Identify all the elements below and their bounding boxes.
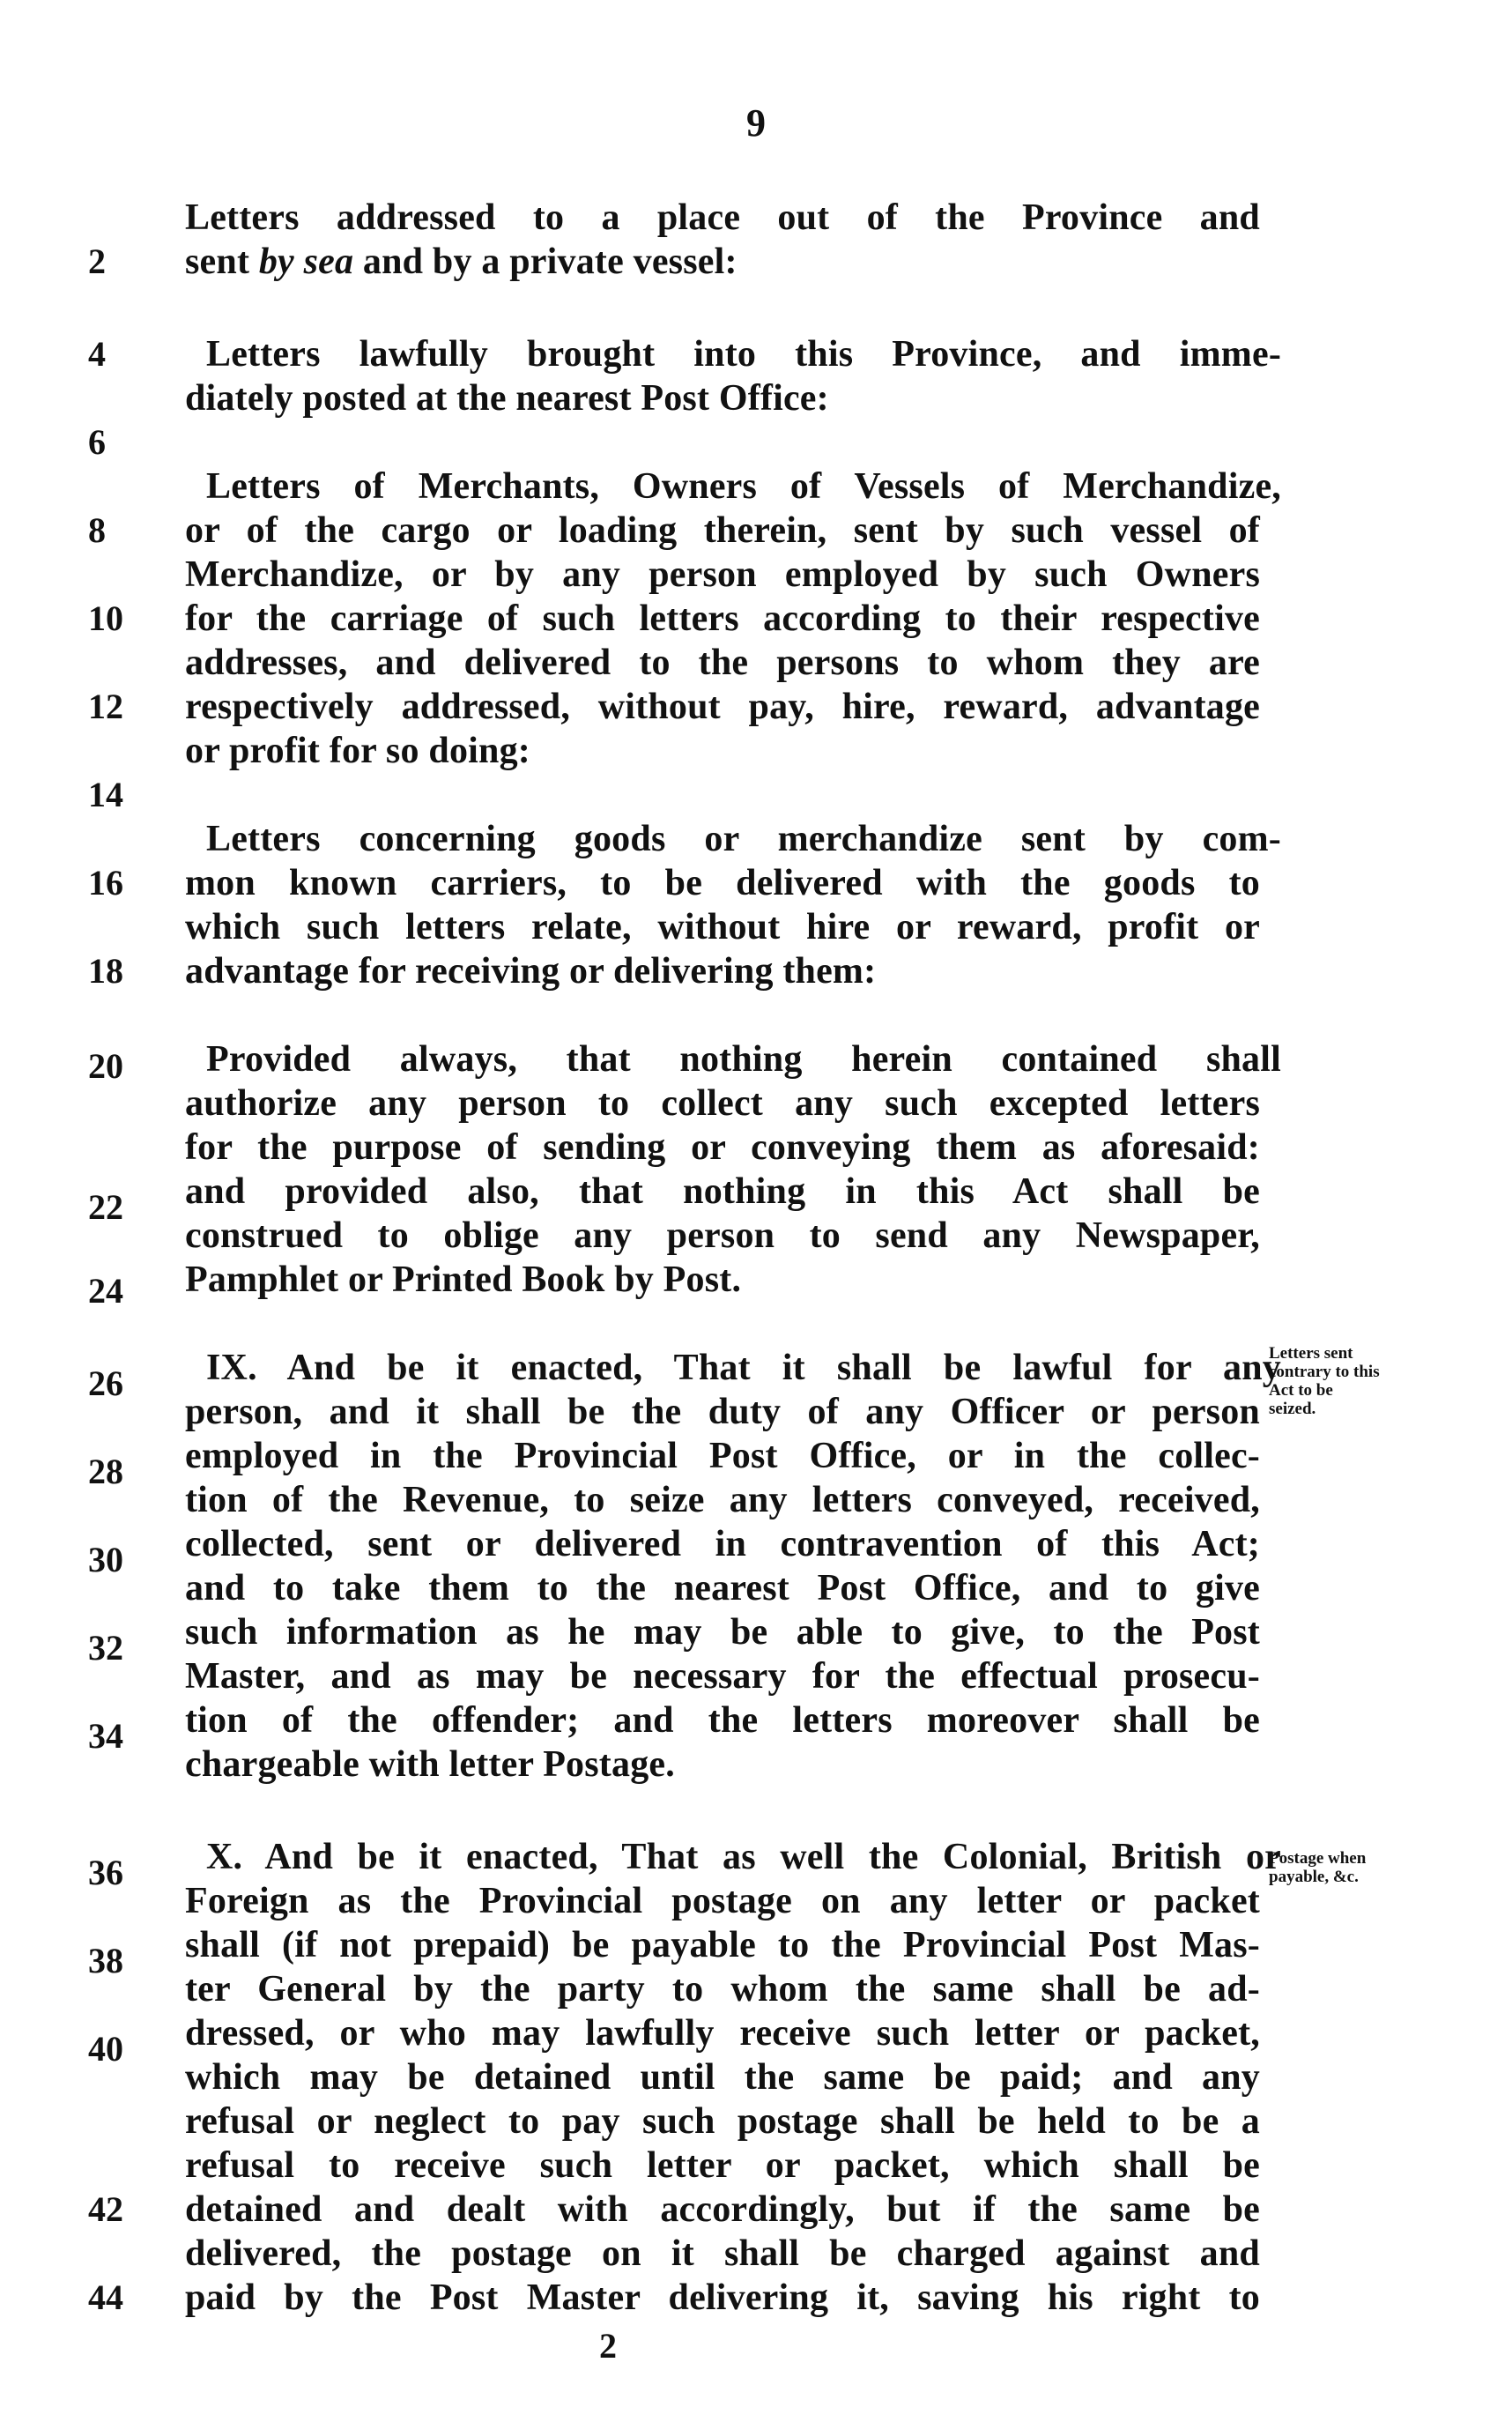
text-line: Master, and as may be necessary for the effectual prosecu- [185, 1656, 1260, 1697]
line-number: 44 [88, 2277, 123, 2317]
line-number: 12 [88, 687, 123, 726]
text-line: chargeable with letter Postage. [185, 1744, 675, 1785]
text-line: such information as he may be able to give, to the Post [185, 1612, 1260, 1653]
text-line: shall (if not prepaid) be payable to the Provincial Post Mas- [185, 1925, 1260, 1965]
text-line: Letters addressed to a place out of the Province and [185, 197, 1260, 238]
text-line [185, 240, 1260, 284]
text-line-fragment: sent by sea and by a private vessel: [185, 241, 737, 282]
line-number: 42 [88, 2189, 123, 2229]
line-number: 18 [88, 951, 123, 991]
line-number: 28 [88, 1452, 123, 1491]
margin-note-line: seized. [1269, 1400, 1316, 1418]
text-line: or of the cargo or loading therein, sent by such vessel of [185, 510, 1260, 551]
text-line: addresses, and delivered to the persons to whom they are [185, 643, 1260, 683]
signature-mark: 2 [599, 2326, 617, 2366]
text-line: for the purpose of sending or conveying them as aforesaid: [185, 1127, 1260, 1168]
line-number: 22 [88, 1187, 123, 1227]
text-line: person, and it shall be the duty of any Officer or person [185, 1392, 1260, 1432]
text-line: or profit for so doing: [185, 731, 530, 771]
text-line: X. And be it enacted, That as well the Colonial, British or [206, 1837, 1281, 1877]
line-number: 14 [88, 775, 123, 814]
text-line: diately posted at the nearest Post Office: [185, 378, 829, 419]
text-line: IX. And be it enacted, That it shall be lawful for any [206, 1348, 1281, 1388]
text-line: paid by the Post Master delivering it, saving his right to [185, 2277, 1260, 2318]
text-line: tion of the Revenue, to seize any letters conveyed, received, [185, 1480, 1260, 1520]
text-line: advantage for receiving or delivering them: [185, 951, 877, 992]
text-line: and provided also, that nothing in this Act shall be [185, 1171, 1260, 1212]
line-number: 8 [88, 510, 106, 550]
line-number: 40 [88, 2029, 123, 2069]
line-number: 24 [88, 1271, 123, 1311]
text-line: which such letters relate, without hire or reward, profit or [185, 907, 1260, 947]
margin-note-line: Postage when [1269, 1849, 1367, 1868]
text-line: dressed, or who may lawfully receive such letter or packet, [185, 2013, 1260, 2054]
line-number: 32 [88, 1628, 123, 1668]
line-number: 20 [88, 1046, 123, 1086]
italic-text: by sea [258, 241, 354, 282]
line-number: 36 [88, 1853, 123, 1892]
text-line: mon known carriers, to be delivered with the goods to [185, 863, 1260, 903]
text-line: Provided always, that nothing herein contained shall [206, 1039, 1281, 1080]
text-line: Foreign as the Provincial postage on any letter or packet [185, 1881, 1260, 1921]
text-line: tion of the offender; and the letters moreover shall be [185, 1700, 1260, 1741]
text-line: detained and dealt with accordingly, but if the same be [185, 2189, 1260, 2230]
text-line: for the carriage of such letters according to their respective [185, 598, 1260, 639]
margin-note-line: payable, &c. [1269, 1868, 1359, 1886]
text-line: and to take them to the nearest Post Office, and to give [185, 1568, 1260, 1608]
text-line: Pamphlet or Printed Book by Post. [185, 1259, 742, 1300]
line-number: 38 [88, 1941, 123, 1980]
text-line: which may be detained until the same be paid; and any [185, 2057, 1260, 2098]
text-line: respectively addressed, without pay, hire, reward, advantage [185, 687, 1260, 727]
line-number: 16 [88, 863, 123, 903]
line-number: 4 [88, 334, 106, 374]
text-line: employed in the Provincial Post Office, or in the collec- [185, 1436, 1260, 1476]
line-number: 26 [88, 1363, 123, 1403]
text-line: Letters concerning goods or merchandize sent by com- [206, 819, 1281, 859]
text-line: collected, sent or delivered in contravention of this Act; [185, 1524, 1260, 1564]
text-line: refusal to receive such letter or packet, which shall be [185, 2145, 1260, 2186]
text-line: authorize any person to collect any such excepted letters [185, 1083, 1260, 1124]
margin-note-postage-payable [1269, 1849, 1463, 1886]
line-number: 6 [88, 422, 106, 462]
line-number: 10 [88, 598, 123, 638]
margin-note-line: Letters sent [1269, 1344, 1353, 1363]
text-line: Merchandize, or by any person employed by such Owners [185, 554, 1260, 595]
line-number: 2 [88, 241, 106, 281]
margin-note-line: Act to be [1269, 1381, 1333, 1400]
text-line: delivered, the postage on it shall be charged against and [185, 2233, 1260, 2274]
text-line: Letters of Merchants, Owners of Vessels of Merchandize, [206, 466, 1281, 507]
text-line: Letters lawfully brought into this Province, and imme- [206, 334, 1281, 375]
margin-note-line: contrary to this [1269, 1363, 1380, 1381]
text-line: refusal or neglect to pay such postage shall be held to be a [185, 2101, 1260, 2142]
text-line: ter General by the party to whom the same shall be ad- [185, 1969, 1260, 2010]
text-line: construed to oblige any person to send any Newspaper, [185, 1215, 1260, 1256]
page-number: 9 [746, 101, 766, 145]
line-number: 34 [88, 1716, 123, 1756]
line-number: 30 [88, 1540, 123, 1579]
margin-note-letters-seized [1269, 1344, 1463, 1418]
